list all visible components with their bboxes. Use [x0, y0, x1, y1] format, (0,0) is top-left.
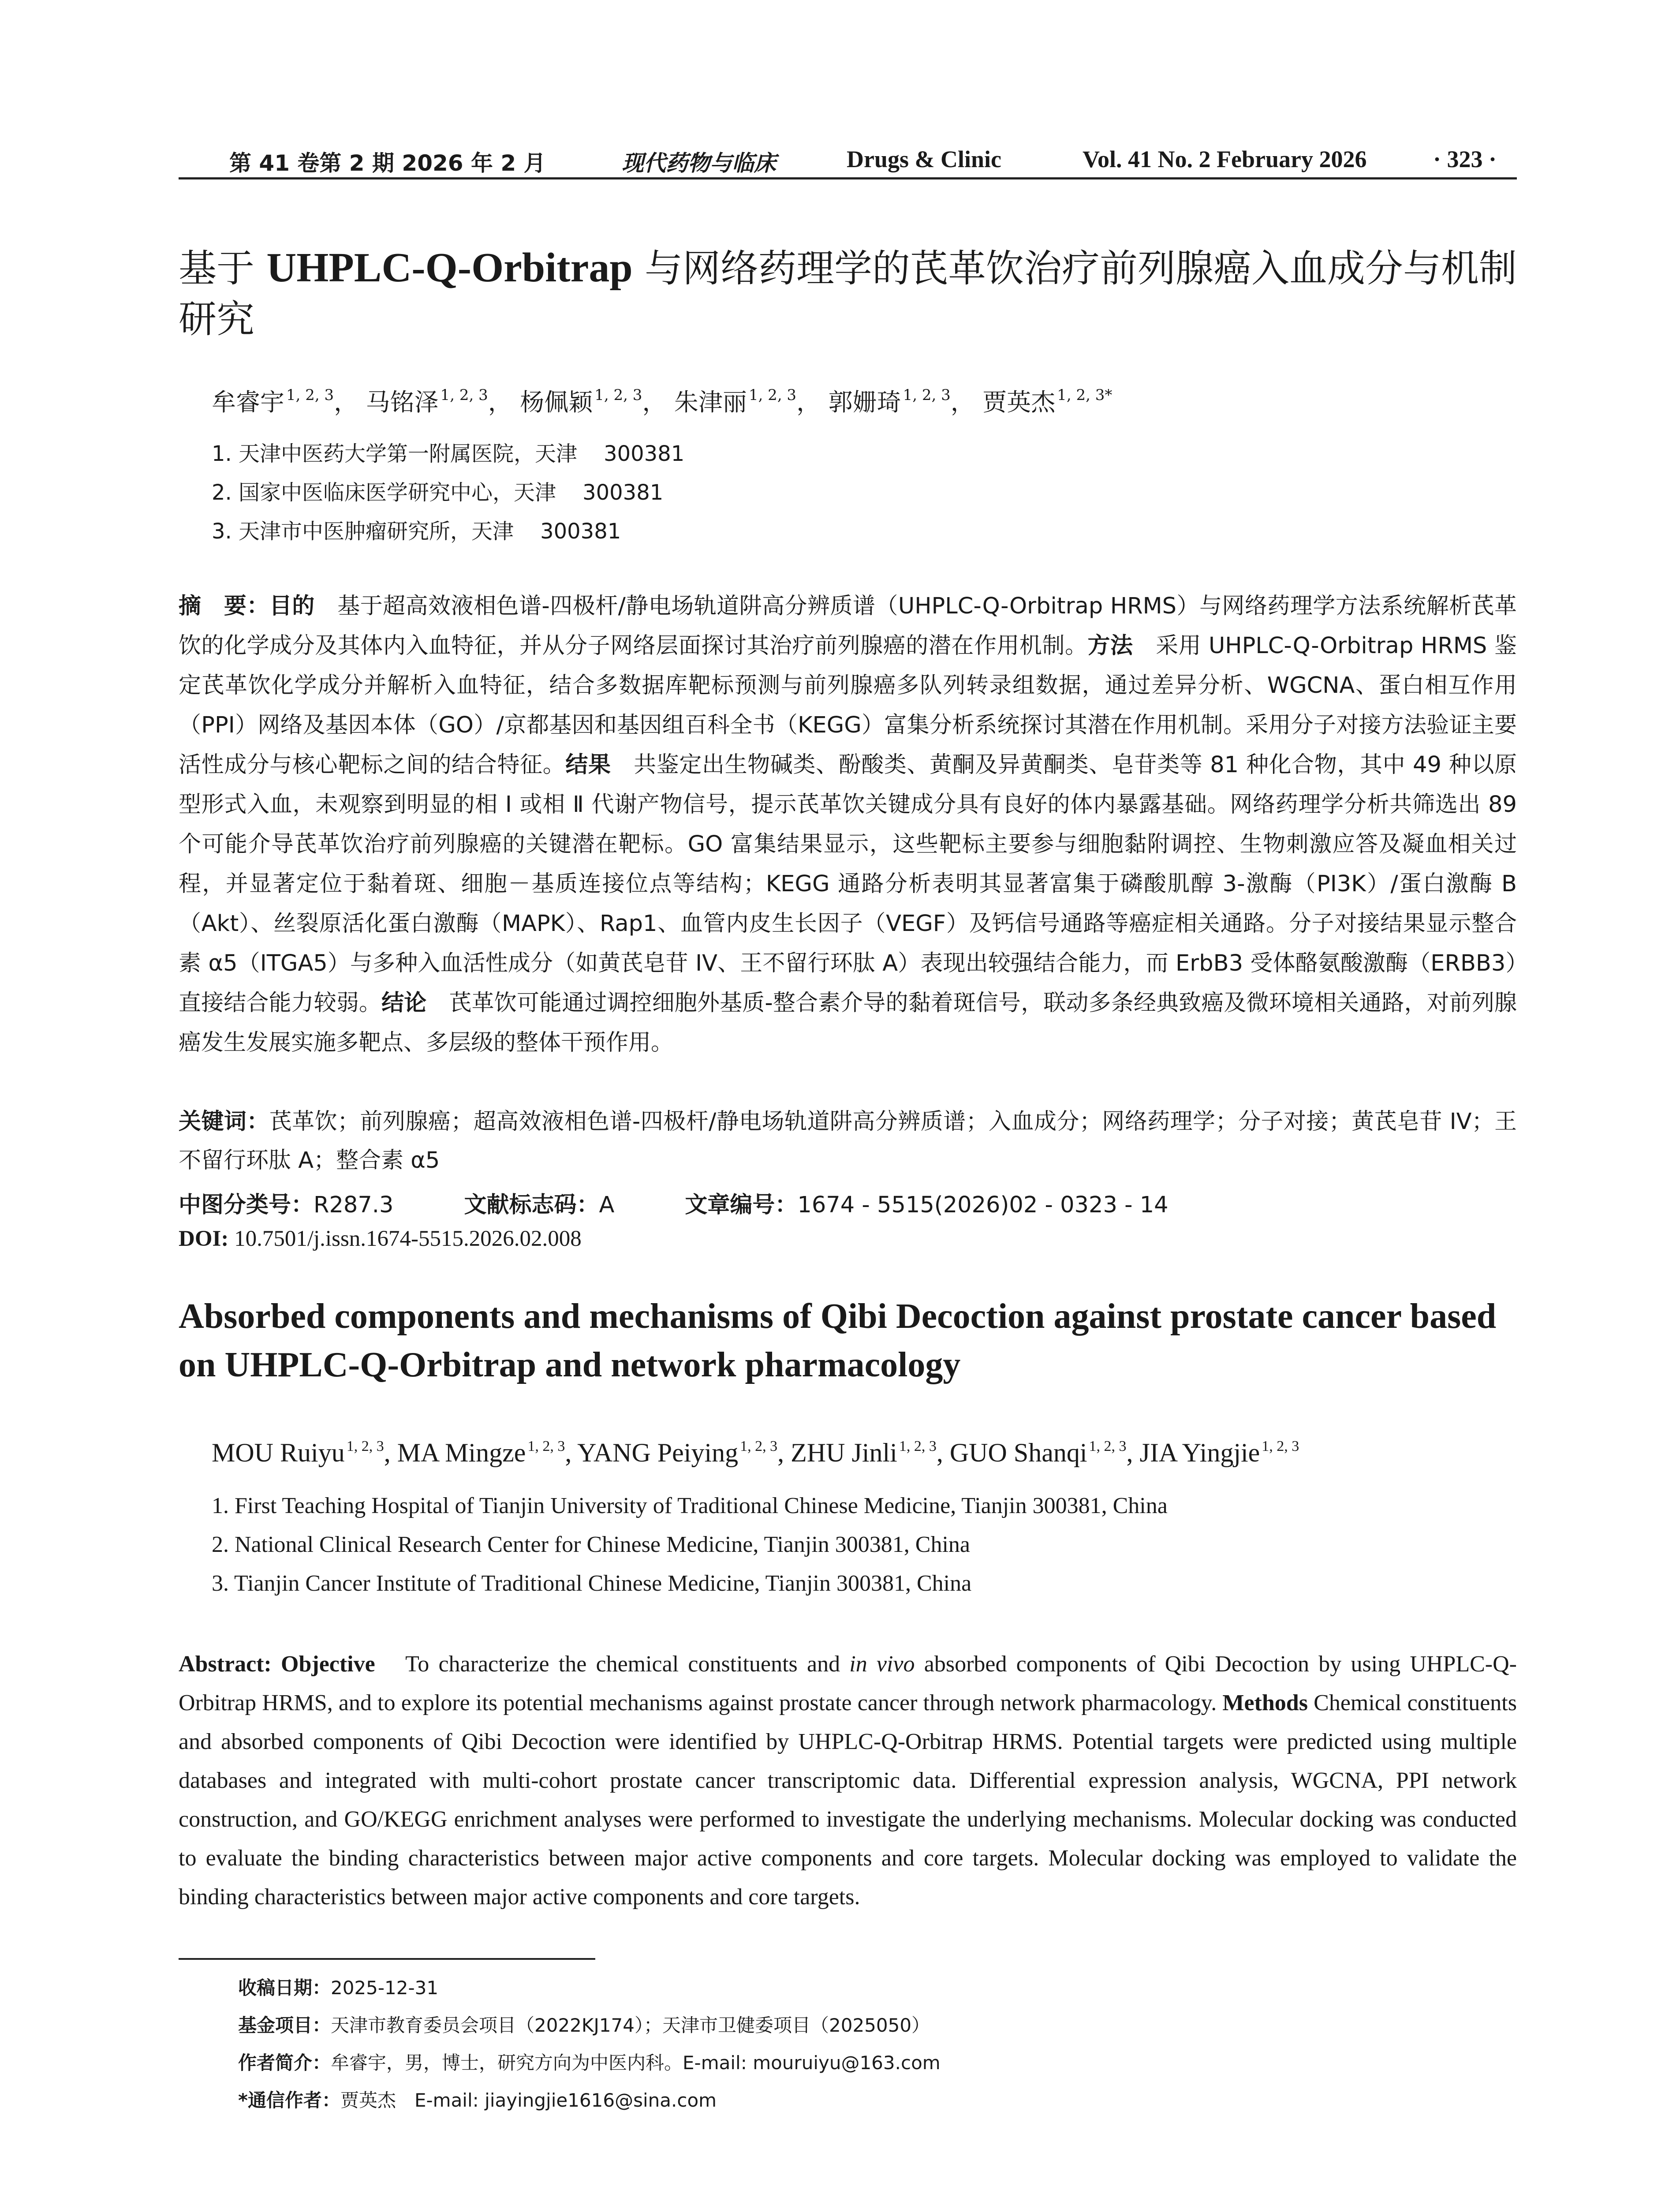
page-number: · 323 ·	[1433, 146, 1497, 172]
journal-name-en: Drugs & Clinic	[847, 146, 1001, 172]
author-name: 郭姗琦	[828, 388, 901, 416]
author-name-en: MOU Ruiyu	[212, 1438, 345, 1467]
affiliation-en: 2. National Clinical Research Center for Chinese Medicine, Tianjin 300381, China	[212, 1532, 971, 1557]
author-name: 杨佩颖	[520, 388, 593, 416]
keywords-cn: 关键词：芪革饮；前列腺癌；超高效液相色谱-四极杆/静电场轨道阱高分辨质谱；入血成分；网络药理学；分子对接；黄芪皂苷 IV；王不留行环肽 A；整合素 α5	[179, 1109, 1517, 1174]
article-title-cn: 基于 UHPLC-Q-Orbitrap 与网络药理学的芪革饮治疗前列腺癌入血成分与机制研究	[179, 245, 1517, 341]
author-name-en: YANG Peiying	[577, 1438, 739, 1467]
footnote-corresponding: *通信作者：贾英杰 E-mail: jiayingjie1616@sina.com	[238, 2089, 717, 2111]
footnote-received: 收稿日期：2025-12-31	[238, 1977, 439, 1999]
author-name: 贾英杰	[982, 388, 1056, 416]
affiliation-en: 3. Tianjin Cancer Institute of Traditional Chinese Medicine, Tianjin 300381, China	[212, 1571, 972, 1596]
author-name: 牟睿宇	[212, 388, 285, 416]
footnote-author-bio: 作者简介：牟睿宇，男，博士，研究方向为中医内科。E-mail: mouruiyu@163.com	[238, 2052, 941, 2074]
author-list-cn: 牟睿宇 $^{1, 2, 3}$， 马铭泽 $^{1, 2, 3}$， 杨佩颖 $^{1, 2, 3}$， 朱津丽 $^{1, 2, 3}$， 郭姗琦 $^{1, 2, 3}$， 贾英杰 $^{1, 2, 3*}$	[212, 386, 1113, 416]
author-name-en: GUO Shanqi	[949, 1438, 1087, 1467]
abstract-cn: 摘 要：目的 基于超高效液相色谱-四极杆/静电场轨道阱高分辨质谱（UHPLC-Q-Orbitrap HRMS）与网络药理学方法系统解析芪革饮的化学成分及其体内入血特征，并从分子网络层面探讨其治疗前列腺癌的潜在作用机制。方法 采用 UHPLC-Q-Orbitrap HRMS 鉴定芪革饮化学成分并解析入血特征，结合多数据库靶标预测与前列腺癌多队列转录组数据，通过差异分析、WGCNA、蛋白相互作用（PPI）网络及基因本体（GO）/京都基因和基因组百科全书（KEGG）富集分析系统探讨其潜在作用机制。采用分子对接方法验证主要活性成分与核心靶标之间的结合特征。结果 共鉴定出生物碱类、酚酸类、黄酮及异黄酮类、皂苷类等 81 种化合物，其中 49 种以原型形式入血，未观察到明显的相 Ⅰ 或相 Ⅱ 代谢产物信号，提示芪革饮关键成分具有良好的体内暴露基础。网络药理学分析共筛选出 89 个可能介导芪革饮治疗前列腺癌的关键潜在靶标。GO 富集结果显示，这些靶标主要参与细胞黏附调控、生物刺激应答及凝血相关过程，并显著定位于黏着斑、细胞－基质连接位点等结构；KEGG 通路分析表明其显著富集于磷酸肌醇 3-激酶（PI3K）/蛋白激酶 B（Akt）、丝裂原活化蛋白激酶（MAPK）、Rap1、血管内皮生长因子（VEGF）及钙信号通路等癌症相关通路。分子对接结果显示整合素 α5（ITGA5）与多种入血活性成分（如黄芪皂苷 IV、王不留行环肽 A）表现出较强结合能力，而 ErbB3 受体酪氨酸激酶（ERBB3）直接结合能力较弱。结论 芪革饮可能通过调控细胞外基质-整合素介导的黏着斑信号，联动多条经典致癌及微环境相关通路，对前列腺癌发生发展实施多靶点、多层级的整体干预作用。	[179, 593, 1517, 1056]
author-name-en: MA Mingze	[397, 1438, 526, 1467]
affiliation-en: 1. First Teaching Hospital of Tianjin University of Traditional Chinese Medicine, Tianjin 300381, China	[212, 1493, 1168, 1518]
footnote-divider	[179, 1958, 595, 1960]
classification-line: 中图分类号：R287.3 文献标志码：A 文章编号：1674 - 5515(2026)02 - 0323 - 14	[179, 1192, 1169, 1218]
author-name-en: ZHU Jinli	[791, 1438, 897, 1467]
footnote-fund: 基金项目：天津市教育委员会项目（2022KJ174）；天津市卫健委项目（2025050）	[238, 2014, 930, 2036]
affiliation-cn: 1. 天津中医药大学第一附属医院，天津 300381	[212, 441, 685, 466]
journal-name-cn: 现代药物与临床	[622, 150, 776, 176]
affiliation-cn: 2. 国家中医临床医学研究中心，天津 300381	[212, 480, 664, 505]
abstract-en: Abstract: Objective To characterize the chemical constituents and in vivo absorbed components of Qibi Decoction by using UHPLC-Q-Orbitrap HRMS, and to explore its potential mechanisms against prostate cancer through network pharmacology. Methods Chemical constituents and absorbed components of Qibi Decoction were identified by UHPLC-Q-Orbitrap HRMS. Potential targets were predicted using multiple databases and integrated with multi-cohort prostate cancer transcriptomic data. Differential expression analysis, WGCNA, PPI network construction, and GO/KEGG enrichment analyses were performed to investigate the underlying mechanisms. Molecular docking was conducted to evaluate the binding characteristics between major active components and core targets. Molecular docking was employed to validate the binding characteristics between major active components and core targets.	[179, 1652, 1517, 1910]
issue-info: 第 41 卷第 2 期 2026 年 2 月	[229, 150, 546, 176]
volume-info: Vol. 41 No. 2 February 2026	[1083, 146, 1367, 172]
affiliation-cn: 3. 天津市中医肿瘤研究所，天津 300381	[212, 519, 621, 544]
author-list-en: MOU Ruiyu $^{1, 2, 3}$, MA Mingze $^{1, 2, 3}$, YANG Peiying $^{1, 2, 3}$, ZHU Jinli $^{1, 2, 3}$, GUO Shanqi $^{1, 2, 3}$, JIA Yingjie $^{1, 2, 3}$	[212, 1438, 1299, 1467]
title-method: UHPLC-Q-Orbitrap	[266, 245, 633, 291]
author-name: 朱津丽	[674, 388, 747, 416]
running-header	[179, 142, 1517, 179]
author-name: 马铭泽	[366, 388, 439, 416]
author-name-en: JIA Yingjie	[1139, 1438, 1260, 1467]
article-title-en: Absorbed components and mechanisms of Qibi Decoction against prostate cancer based on UHPLC-Q-Orbitrap and network pharmacology	[179, 1297, 1497, 1384]
doi-line: DOI: 10.7501/j.issn.1674-5515.2026.02.008	[179, 1226, 582, 1251]
